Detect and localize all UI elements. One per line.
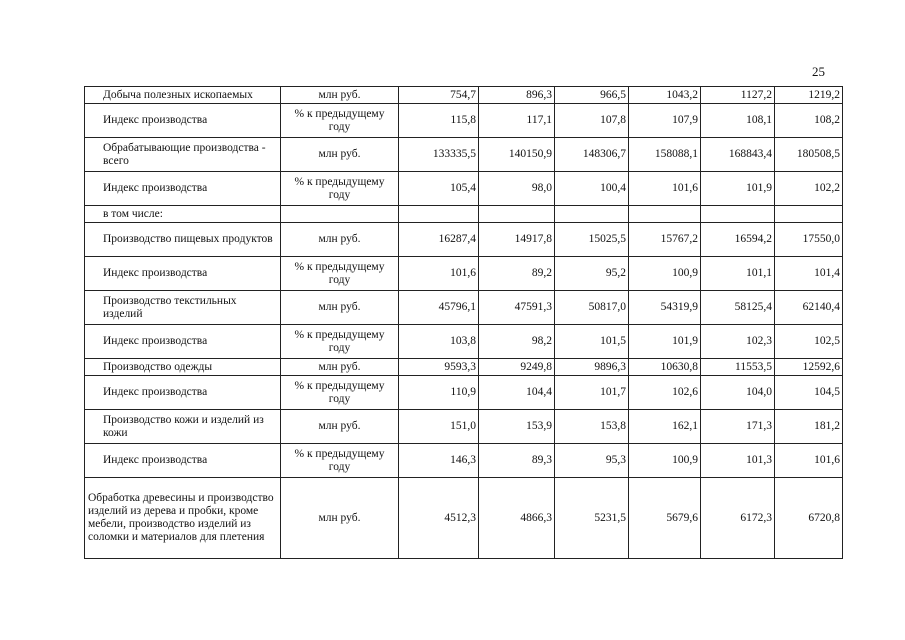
value-cell: 107,9 [629,104,701,138]
value-cell: 5679,6 [629,478,701,559]
row-unit: % к предыдущему году [281,376,399,410]
value-cell: 89,3 [479,444,555,478]
value-cell: 100,9 [629,257,701,291]
value-cell: 95,2 [555,257,629,291]
value-cell: 16594,2 [701,223,775,257]
row-unit: млн руб. [281,87,399,104]
value-cell: 16287,4 [399,223,479,257]
value-cell: 11553,5 [701,359,775,376]
value-cell: 101,9 [629,325,701,359]
value-cell: 101,1 [701,257,775,291]
row-label: Индекс производства [85,257,281,291]
row-label: в том числе: [85,206,281,223]
value-cell: 101,6 [399,257,479,291]
production-table [84,86,843,559]
value-cell: 153,8 [555,410,629,444]
value-cell: 153,9 [479,410,555,444]
value-cell: 102,5 [775,325,843,359]
row-label: Добыча полезных ископаемых [85,87,281,104]
row-unit: млн руб. [281,410,399,444]
row-label: Обрабатывающие производства - всего [85,138,281,172]
row-unit: % к предыдущему году [281,444,399,478]
row-unit: млн руб. [281,138,399,172]
value-cell: 168843,4 [701,138,775,172]
value-cell: 146,3 [399,444,479,478]
value-cell: 101,3 [701,444,775,478]
value-cell: 181,2 [775,410,843,444]
table-row [85,478,843,559]
value-cell [479,206,555,223]
value-cell: 50817,0 [555,291,629,325]
value-cell: 9249,8 [479,359,555,376]
table-row [85,104,843,138]
row-label: Производство пищевых продуктов [85,223,281,257]
value-cell: 115,8 [399,104,479,138]
value-cell: 98,0 [479,172,555,206]
value-cell: 103,8 [399,325,479,359]
value-cell: 104,4 [479,376,555,410]
value-cell: 754,7 [399,87,479,104]
value-cell: 101,9 [701,172,775,206]
value-cell: 101,6 [629,172,701,206]
value-cell: 104,5 [775,376,843,410]
value-cell: 171,3 [701,410,775,444]
value-cell: 47591,3 [479,291,555,325]
page-number: 25 [812,64,825,79]
value-cell: 133335,5 [399,138,479,172]
value-cell: 110,9 [399,376,479,410]
value-cell: 10630,8 [629,359,701,376]
row-unit [281,206,399,223]
value-cell: 54319,9 [629,291,701,325]
value-cell: 162,1 [629,410,701,444]
table-row [85,410,843,444]
row-label: Производство кожи и изделий из кожи [85,410,281,444]
value-cell: 9593,3 [399,359,479,376]
value-cell: 15767,2 [629,223,701,257]
value-cell: 14917,8 [479,223,555,257]
value-cell: 4866,3 [479,478,555,559]
value-cell: 180508,5 [775,138,843,172]
row-unit: % к предыдущему году [281,104,399,138]
row-label: Индекс производства [85,376,281,410]
value-cell: 101,6 [775,444,843,478]
table-row [85,376,843,410]
value-cell: 101,4 [775,257,843,291]
value-cell: 102,6 [629,376,701,410]
value-cell: 89,2 [479,257,555,291]
row-unit: млн руб. [281,359,399,376]
value-cell: 100,4 [555,172,629,206]
row-unit: млн руб. [281,291,399,325]
value-cell: 896,3 [479,87,555,104]
value-cell: 98,2 [479,325,555,359]
row-unit: % к предыдущему году [281,172,399,206]
row-label: Индекс производства [85,444,281,478]
value-cell [629,206,701,223]
value-cell: 966,5 [555,87,629,104]
row-label: Индекс производства [85,104,281,138]
value-cell: 107,8 [555,104,629,138]
value-cell: 151,0 [399,410,479,444]
table-row [85,87,843,104]
table-row [85,223,843,257]
value-cell: 6172,3 [701,478,775,559]
value-cell: 108,2 [775,104,843,138]
value-cell: 1127,2 [701,87,775,104]
table-row [85,138,843,172]
value-cell: 102,2 [775,172,843,206]
value-cell [555,206,629,223]
value-cell: 58125,4 [701,291,775,325]
value-cell: 102,3 [701,325,775,359]
value-cell: 12592,6 [775,359,843,376]
row-unit: % к предыдущему году [281,257,399,291]
value-cell: 108,1 [701,104,775,138]
value-cell: 15025,5 [555,223,629,257]
value-cell: 5231,5 [555,478,629,559]
row-unit: млн руб. [281,478,399,559]
value-cell: 117,1 [479,104,555,138]
row-label: Производство текстильных изделий [85,291,281,325]
table-row [85,291,843,325]
value-cell: 1043,2 [629,87,701,104]
value-cell: 140150,9 [479,138,555,172]
value-cell: 148306,7 [555,138,629,172]
value-cell: 45796,1 [399,291,479,325]
table-row [85,172,843,206]
row-label: Индекс производства [85,325,281,359]
row-unit: млн руб. [281,223,399,257]
value-cell [701,206,775,223]
value-cell [399,206,479,223]
table-row [85,444,843,478]
value-cell: 95,3 [555,444,629,478]
table-body [85,87,843,559]
value-cell [775,206,843,223]
value-cell: 101,7 [555,376,629,410]
value-cell: 1219,2 [775,87,843,104]
value-cell: 104,0 [701,376,775,410]
value-cell: 101,5 [555,325,629,359]
row-label: Индекс производства [85,172,281,206]
table-row [85,206,843,223]
value-cell: 9896,3 [555,359,629,376]
table-row [85,257,843,291]
value-cell: 62140,4 [775,291,843,325]
table-row [85,359,843,376]
row-label: Производство одежды [85,359,281,376]
value-cell: 100,9 [629,444,701,478]
value-cell: 6720,8 [775,478,843,559]
table-row [85,325,843,359]
value-cell: 4512,3 [399,478,479,559]
value-cell: 105,4 [399,172,479,206]
row-unit: % к предыдущему году [281,325,399,359]
row-label: Обработка древесины и производство изделий из дерева и пробки, кроме мебели, производство изделий из соломки и материалов для плетения [85,478,281,559]
value-cell: 158088,1 [629,138,701,172]
value-cell: 17550,0 [775,223,843,257]
